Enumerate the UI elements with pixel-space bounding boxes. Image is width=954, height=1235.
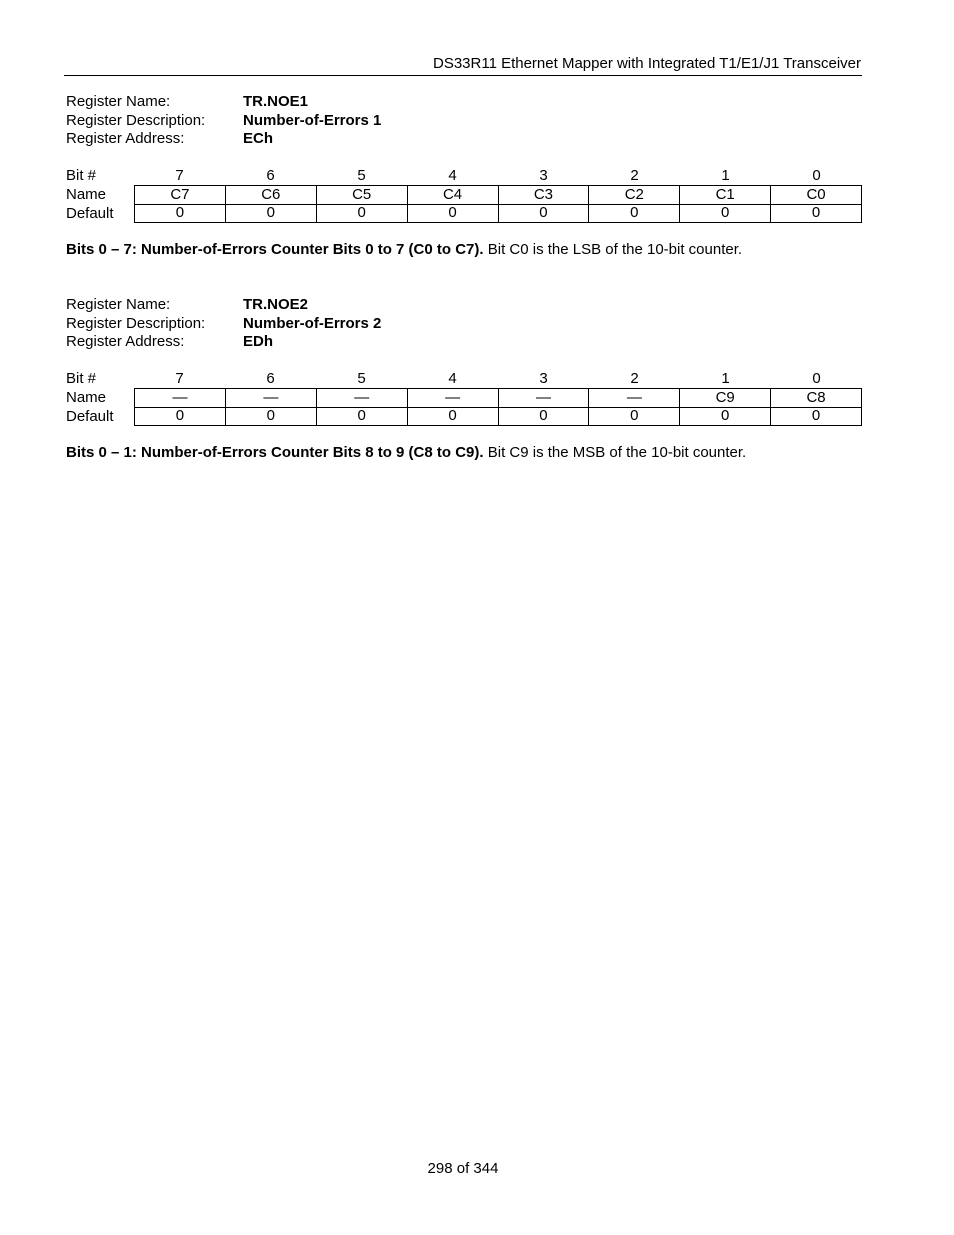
register-description-row [66,112,566,131]
bit-default-cell: 0 [226,204,317,223]
bit-default-cell: 0 [408,407,499,426]
bit-name-cell: C7 [135,186,226,205]
bit-name-cell: C3 [499,186,590,205]
register-name-label: Register Name: [66,296,171,313]
bit-name-cell: — [499,389,590,408]
register-address-label: Register Address: [66,130,185,147]
bit-number-cell: 2 [630,167,639,184]
bit-description-noe2 [66,444,866,461]
default-row-label: Default [66,408,114,425]
bit-name-cell: — [135,389,226,408]
default-row-label: Default [66,205,114,222]
bit-name-cell: — [408,389,499,408]
bit-default-cell: 0 [499,407,590,426]
bit-row-label: Bit # [66,370,97,387]
bit-name-cell: — [589,389,680,408]
register-description-value: Number-of-Errors 2 [243,314,382,332]
bit-number-cell: 6 [266,167,275,184]
register-name-value: TR.NOE1 [243,93,309,110]
bit-number-cell: 6 [266,370,275,387]
bit-default-cell: 0 [589,407,680,426]
name-row-label: Name [66,389,107,406]
header-divider [64,75,862,76]
bit-default-cell: 0 [135,407,226,426]
bit-number-cell: 1 [721,167,730,184]
bit-number-cell: 2 [630,370,639,387]
bit-number-cell: 1 [721,370,730,387]
bit-number-cell: 7 [175,370,184,387]
document-header-title: DS33R11 Ethernet Mapper with Integrated T1/E1/J1 Transceiver [432,55,861,72]
bit-number-cell: 5 [357,167,366,184]
name-row-label: Name [66,186,107,203]
register-info-noe1 [66,93,566,149]
bit-description-noe1 [66,241,866,258]
bit-description-text: Bit C0 is the LSB of the 10-bit counter. [483,241,743,258]
register-description-label: Register Description: [66,111,206,129]
register-info-noe2 [66,296,566,352]
register-address-row [66,333,566,352]
register-address-value: EDh [243,333,273,350]
bit-number-cell: 3 [539,370,548,387]
bit-default-cell: 0 [680,204,771,223]
bit-default-cell: 0 [317,407,408,426]
bit-default-row [66,407,862,426]
bit-number-cell: 0 [812,370,821,387]
bit-default-cell: 0 [589,204,680,223]
bit-number-row [66,369,862,388]
bit-description-heading: Bits 0 – 7: Number-of-Errors Counter Bits 0 to 7 (C0 to C7). [66,241,484,258]
bit-number-cell: 3 [539,167,548,184]
register-address-row [66,130,566,149]
bit-name-cell: — [226,389,317,408]
bit-name-row [66,185,862,204]
bit-number-cell: 0 [812,167,821,184]
bit-number-cell: 4 [448,167,457,184]
register-address-value: ECh [243,130,273,147]
register-name-label: Register Name: [66,93,171,110]
bit-name-cell: C0 [771,186,862,205]
bit-table-noe1 [66,166,862,223]
bit-description-text: Bit C9 is the MSB of the 10-bit counter. [483,444,747,461]
bit-name-cell: C1 [680,186,771,205]
bit-default-cell: 0 [226,407,317,426]
bit-row-label: Bit # [66,167,97,184]
bit-default-cell: 0 [680,407,771,426]
bit-default-cell: 0 [771,407,862,426]
bit-default-cell: 0 [771,204,862,223]
bit-name-cell: C2 [589,186,680,205]
bit-name-cell: C8 [771,389,862,408]
register-description-value: Number-of-Errors 1 [243,111,382,129]
bit-number-cell: 7 [175,167,184,184]
bit-default-cell: 0 [135,204,226,223]
bit-default-cell: 0 [499,204,590,223]
page-number: 298 of 344 [427,1160,499,1177]
bit-number-cell: 5 [357,370,366,387]
bit-name-cell: — [317,389,408,408]
register-description-label: Register Description: [66,314,206,332]
register-address-label: Register Address: [66,333,185,350]
bit-default-cell: 0 [317,204,408,223]
bit-name-cell: C6 [226,186,317,205]
register-name-value: TR.NOE2 [243,296,309,313]
bit-description-heading: Bits 0 – 1: Number-of-Errors Counter Bits 8 to 9 (C8 to C9). [66,444,484,461]
bit-number-row [66,166,862,185]
register-name-row [66,296,566,315]
bit-table-noe2 [66,369,862,426]
bit-name-cell: C5 [317,186,408,205]
register-description-row [66,315,566,334]
bit-default-row [66,204,862,223]
bit-default-cell: 0 [408,204,499,223]
bit-number-cell: 4 [448,370,457,387]
bit-name-cell: C9 [680,389,771,408]
bit-name-cell: C4 [408,186,499,205]
register-name-row [66,93,566,112]
bit-name-row [66,388,862,407]
